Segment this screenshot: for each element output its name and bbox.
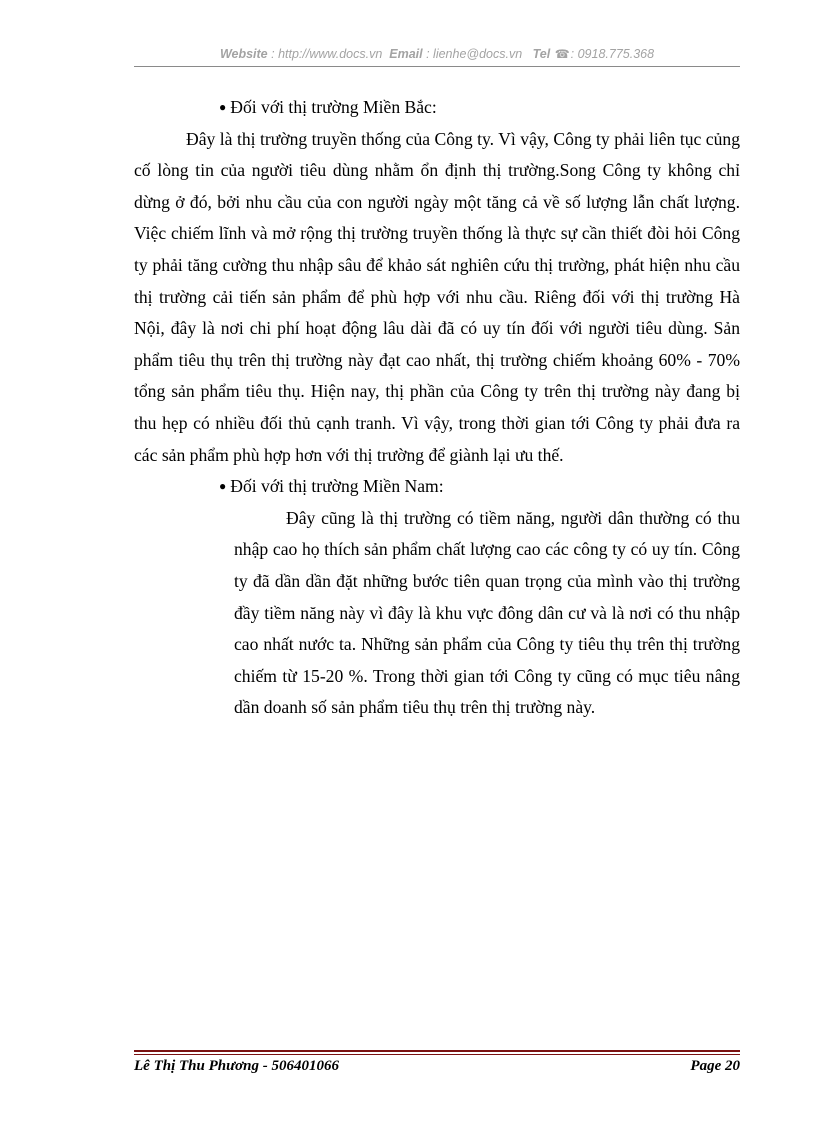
bullet-dot-icon: ● [219,479,227,494]
footer-author: Lê Thị Thu Phương - 506401066 [134,1058,339,1074]
tel-value: : 0918.775.368 [570,47,655,61]
website-label: Website [219,47,268,61]
page-header [134,47,740,67]
website-value: : http://www.docs.vn [271,47,383,61]
footer-page-number: Page 20 [690,1058,740,1074]
tel-label: Tel [532,47,551,61]
header-divider [134,66,740,67]
bullet-mien-bac [134,92,740,124]
footer-divider-thick [134,1050,740,1052]
document-body [134,92,740,724]
paragraph-mien-nam: Đây cũng là thị trường có tiềm năng, người dân thường có thu nhập cao họ thích sản phẩm chất lượng cao các công ty có uy tín. Công ty đã dần dần đặt những bước tiên quan trọng của mình vào thị trường đầy tiềm năng này vì đây là khu vực đông dân cư và là nơi có thu nhập cao nhất nước ta. Những sản phẩm của Công ty tiêu thụ trên thị trường chiếm từ 15-20 %. Trong thời gian tới Công ty cũng có mục tiêu nâng dần doanh số sản phẩm tiêu thụ trên thị trường này. [234,507,740,718]
footer-divider-thin [134,1054,740,1055]
email-value: : lienhe@docs.vn [426,47,523,61]
phone-icon: ☎ [554,47,570,61]
bullet-mien-bac-text: Đối với thị trường Miền Bắc: [230,97,437,117]
email-label: Email [389,47,423,61]
bullet-mien-nam-text: Đối với thị trường Miền Nam: [230,476,444,497]
paragraph-mien-bac: Đây là thị trường truyền thống của Công ty. Vì vậy, Công ty phải liên tục củng cố lòng tin của người tiêu dùng nhằm ổn định thị trường.Song Công ty không chỉ dừng ở đó, bởi nhu cầu của con người ngày một tăng cả về số lượng lẫn chất lượng. Việc chiếm lĩnh và mở rộng thị trường truyền thống là thực sự cần thiết đòi hỏi Công ty phải tăng cường thu nhập sâu để khảo sát nghiên cứu thị trường, phát hiện nhu cầu thị trường cải tiến sản phẩm để phù hợp với nhu cầu. Riêng đối với thị trường Hà Nội, đây là nơi chi phí hoạt động lâu dài đã có uy tín đối với người tiêu dùng. Sản phẩm tiêu thụ trên thị trường này đạt cao nhất, thị trường chiếm khoảng 60% - 70% tổng sản phẩm tiêu thụ. Hiện nay, thị phần của Công ty trên thị trường này đang bị thu hẹp có nhiều đối thủ cạnh tranh. Vì vậy, trong thời gian tới Công ty phải đưa ra các sản phẩm phù hợp hơn với thị trường để giành lại ưu thế. [134,128,740,465]
bullet-dot-icon: ● [219,100,227,114]
bullet-mien-nam [134,471,740,503]
